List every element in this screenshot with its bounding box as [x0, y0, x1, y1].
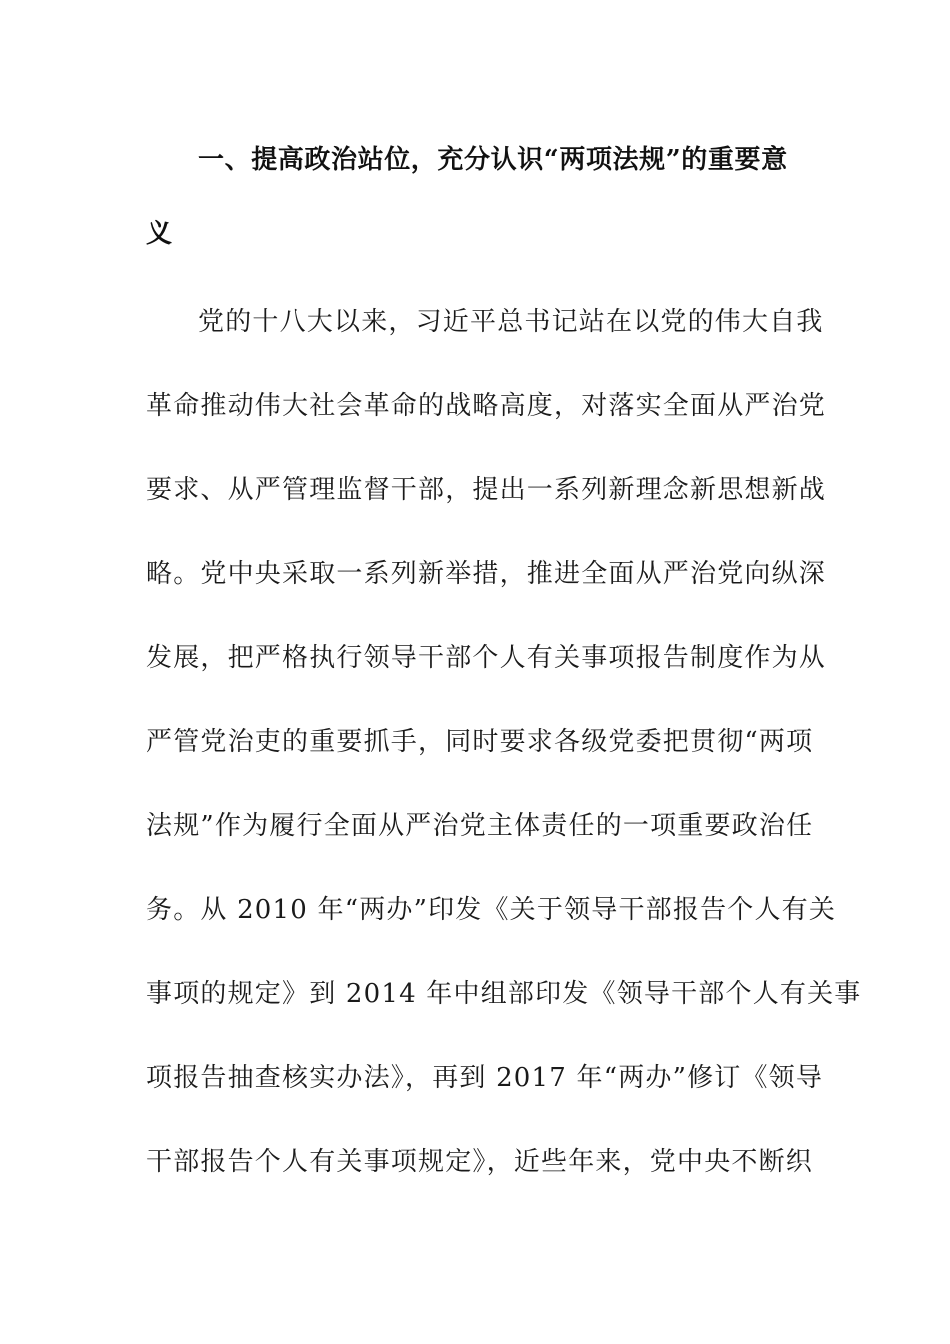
- paragraph-line: 略。党中央采取一系列新举措，推进全面从严治党向纵深: [146, 559, 827, 589]
- paragraph-line: 党的十八大以来，习近平总书记站在以党的伟大自我: [198, 307, 824, 337]
- paragraph-line: 严管党治吏的重要抓手，同时要求各级党委把贯彻“两项: [146, 727, 814, 757]
- section-heading: [146, 130, 808, 264]
- heading-line-2: 义: [146, 219, 173, 249]
- paragraph-line: 革命推动伟大社会革命的战略高度，对落实全面从严治党: [146, 391, 827, 421]
- body-paragraph: [146, 290, 862, 1214]
- paragraph-line: 法规”作为履行全面从严治党主体责任的一项重要政治任: [146, 811, 814, 841]
- heading-line-1: 一、提高政治站位，充分认识“两项法规”的重要意: [198, 145, 788, 175]
- paragraph-line: 项报告抽查核实办法》，再到 2017 年“两办”修订《领导: [146, 1063, 824, 1093]
- paragraph-line: 发展，把严格执行领导干部个人有关事项报告制度作为从: [146, 643, 827, 673]
- paragraph-line: 要求、从严管理监督干部，提出一系列新理念新思想新战: [146, 475, 827, 505]
- paragraph-line: 务。从 2010 年“两办”印发《关于领导干部报告个人有关: [146, 895, 837, 925]
- paragraph-line: 事项的规定》到 2014 年中组部印发《领导干部个人有关事: [146, 979, 862, 1009]
- paragraph-line: 干部报告个人有关事项规定》，近些年来，党中央不断织: [146, 1147, 814, 1177]
